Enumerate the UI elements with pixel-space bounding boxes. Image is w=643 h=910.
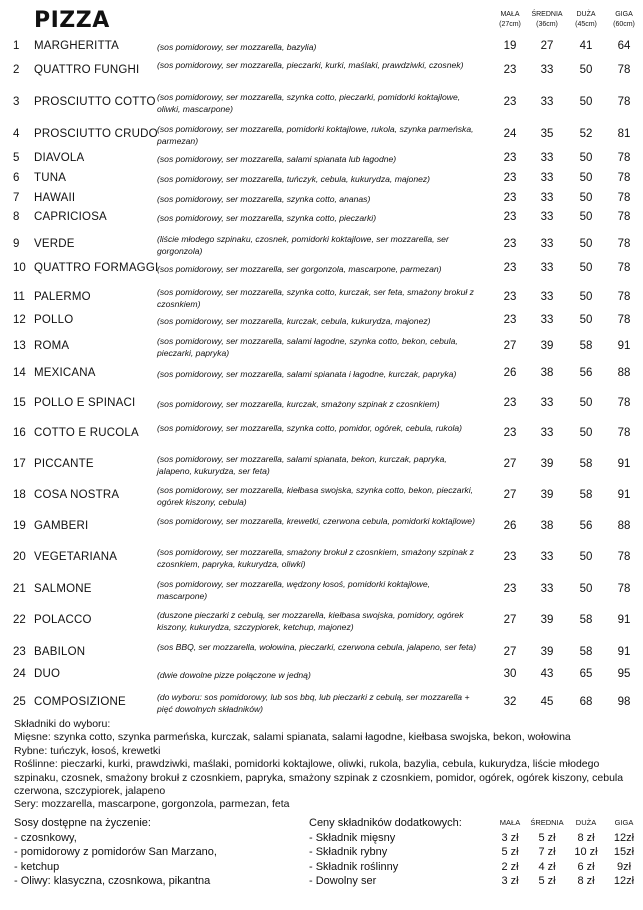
extra-price-row [493,874,643,889]
pizza-price: 26 [503,367,517,379]
pizza-price: 33 [540,551,554,563]
pizza-number: 13 [13,340,26,352]
extra-price: 2 zł [501,860,519,873]
pizza-price: 39 [540,340,554,352]
pizza-name: GAMBERI [34,520,89,532]
ingredients-group-veg [14,758,634,798]
pizza-number: 25 [13,696,26,708]
pizza-price: 50 [579,314,593,326]
pizza-name: ROMA [34,340,70,352]
pizza-price: 23 [503,211,517,223]
pizza-price: 78 [617,192,631,204]
pizza-price: 78 [617,551,631,563]
pizza-number: 20 [13,551,26,563]
pizza-price: 58 [579,646,593,658]
pizza-description: (sos pomidorowy, ser mozzarella, bazylia) [157,42,317,52]
extras-prices [493,816,643,889]
pizza-price: 27 [540,40,554,52]
pizza-number: 18 [13,489,26,501]
pizza-name: BABILON [34,646,86,658]
pizza-number: 17 [13,458,26,470]
ingredients-group-fish [14,745,634,758]
pizza-price: 58 [579,614,593,626]
pizza-price: 50 [579,397,593,409]
pizza-description: (sos pomidorowy, ser mozzarella, salami spianata, bekon, kurczak, papryka, jalapeno, kukurydza, ser feta) [157,454,447,476]
pizza-price: 23 [503,192,517,204]
pizza-price: 50 [579,192,593,204]
pizza-price: 88 [617,367,631,379]
pizza-description: (sos pomidorowy, ser mozzarella, krewetki, czerwona cebula, pomidorki koktajlowe) [157,516,475,526]
pizza-price: 50 [579,238,593,250]
pizza-description: (sos pomidorowy, ser mozzarella, wędzony łosoś, pomidorki koktajlowe, mascarpone) [157,579,431,601]
pizza-price: 23 [503,262,517,274]
extra-price: 12zł [613,875,635,888]
pizza-price: 23 [503,172,517,184]
pizza-price: 27 [503,646,517,658]
pizza-price: 33 [540,211,554,223]
ingredients-group-meat [14,731,634,744]
size-header-giga [607,10,641,30]
pizza-number: 19 [13,520,26,532]
pizza-name: COSA NOSTRA [34,489,120,501]
pizza-price: 33 [540,172,554,184]
extras-section [309,816,489,889]
pizza-number: 14 [13,367,26,379]
pizza-number: 8 [13,211,20,223]
pizza-description: (sos pomidorowy, ser mozzarella, smażony brokuł z czosnkiem, smażony szpinak z czosnkiem, papryka, kukurydza, oliwki) [157,547,474,569]
extra-price-row [493,845,643,860]
pizza-description: (sos pomidorowy, ser mozzarella, szynka cotto, pieczarki) [157,213,377,223]
pizza-number: 5 [13,152,20,164]
pizza-price: 27 [503,458,517,470]
extra-price: 12zł [613,831,635,844]
pizza-price: 50 [579,262,593,274]
size-header-large [569,10,603,30]
pizza-number: 15 [13,397,26,409]
pizza-price: 19 [503,40,517,52]
pizza-name: COMPOSIZIONE [34,696,126,708]
pizza-price: 98 [617,696,631,708]
pizza-price: 78 [617,152,631,164]
extra-price: 3 zł [501,875,519,888]
ingredients-section [14,718,634,812]
pizza-price: 38 [540,367,554,379]
pizza-price: 41 [579,40,593,52]
pizza-description: (sos pomidorowy, ser mozzarella, szynka cotto, kurczak, ser feta, smażony brokuł z czosnkiem) [157,287,474,309]
extra-price: 8 zł [577,831,595,844]
extra-price: 5 zł [538,875,556,888]
pizza-price: 78 [617,64,631,76]
pizza-number: 7 [13,192,20,204]
pizza-price: 45 [540,696,554,708]
extra-item: - Składnik roślinny [309,860,399,873]
pizza-price: 50 [579,211,593,223]
pizza-name: POLLO E SPINACI [34,397,136,409]
pizza-price: 23 [503,96,517,108]
pizza-price: 33 [540,192,554,204]
pizza-description: (sos pomidorowy, ser mozzarella, pomidorki koktajlowe, rukola, szynka parmeńska, parmezan) [157,124,474,146]
pizza-price: 78 [617,96,631,108]
group-items: tuńczyk, łosoś, krewetki [50,744,161,757]
size-name: MAŁA [500,11,520,18]
pizza-price: 23 [503,238,517,250]
pizza-name: DIAVOLA [34,152,85,164]
pizza-price: 91 [617,646,631,658]
pizza-description: (sos pomidorowy, ser mozzarella, pieczarki, kurki, maślaki, prawdziwki, czosnek) [157,60,464,70]
pizza-name: PROSCIUTTO CRUDO [34,128,158,140]
pizza-price: 32 [503,696,517,708]
pizza-price: 33 [540,291,554,303]
pizza-price: 39 [540,646,554,658]
pizza-description: (sos pomidorowy, ser mozzarella, szynka cotto, pomidor, ogórek, cebula, rukola) [157,423,463,433]
pizza-name: QUATTRO FORMAGGI [34,262,159,274]
pizza-name: TUNA [34,172,67,184]
pizza-price: 95 [617,668,631,680]
pizza-price: 91 [617,489,631,501]
pizza-price: 58 [579,340,593,352]
pizza-price: 50 [579,64,593,76]
pizza-description: (sos pomidorowy, ser mozzarella, kurczak, cebula, kukurydza, majonez) [157,316,431,326]
pizza-price: 23 [503,583,517,595]
pizza-name: VERDE [34,238,75,250]
pizza-number: 10 [13,262,26,274]
pizza-price: 23 [503,314,517,326]
pizza-price: 23 [503,397,517,409]
pizza-price: 50 [579,152,593,164]
pizza-name: POLACCO [34,614,92,626]
extra-price-row [493,831,643,846]
pizza-number: 6 [13,172,20,184]
pizza-price: 33 [540,397,554,409]
pizza-description: (duszone pieczarki z cebulą, ser mozzarella, kiełbasa swojska, pomidory, ogórek kiszony, kukurydza, szczypiorek, ketchup, majonez) [157,610,464,632]
sauces-heading: Sosy dostępne na życzenie: [14,817,151,829]
pizza-price: 30 [503,668,517,680]
pizza-price: 91 [617,340,631,352]
pizza-price: 24 [503,128,517,140]
pizza-price: 27 [503,489,517,501]
pizza-price: 38 [540,520,554,532]
pizza-price: 33 [540,583,554,595]
pizza-price: 33 [540,96,554,108]
pizza-name: MEXICANA [34,367,96,379]
pizza-number: 23 [13,646,26,658]
pizza-number: 24 [13,668,26,680]
pizza-name: PALERMO [34,291,91,303]
pizza-price: 33 [540,427,554,439]
pizza-price: 56 [579,367,593,379]
pizza-price: 35 [540,128,554,140]
pizza-price: 33 [540,314,554,326]
pizza-number: 21 [13,583,26,595]
pizza-name: POLLO [34,314,74,326]
size-dim: (36cm) [536,21,558,28]
pizza-price: 78 [617,238,631,250]
col-header: ŚREDNIA [530,818,564,827]
pizza-price: 91 [617,614,631,626]
pizza-number: 9 [13,238,20,250]
col-header: GIGA [614,818,634,827]
extra-price: 4 zł [538,860,556,873]
pizza-name: PICCANTE [34,458,94,470]
pizza-price: 39 [540,614,554,626]
pizza-name: SALMONE [34,583,92,595]
pizza-price: 23 [503,291,517,303]
pizza-number: 3 [13,96,20,108]
extra-price: 5 zł [538,831,556,844]
size-name: GIGA [615,11,633,18]
pizza-price: 78 [617,397,631,409]
pizza-name: VEGETARIANA [34,551,118,563]
pizza-price: 50 [579,551,593,563]
pizza-price: 52 [579,128,593,140]
pizza-number: 11 [13,291,25,303]
group-label: Mięsne: [14,731,51,744]
pizza-number: 12 [13,314,26,326]
pizza-name: QUATTRO FUNGHI [34,64,140,76]
extras-heading: Ceny składników dodatkowych: [309,817,462,829]
pizza-price: 58 [579,489,593,501]
pizza-number: 16 [13,427,26,439]
pizza-price: 23 [503,427,517,439]
extra-price-row [493,860,643,875]
pizza-description: (sos pomidorowy, ser mozzarella, kiełbasa swojska, szynka cotto, bekon, pieczarki, ogórek kiszony, cebula) [157,485,474,507]
size-dim: (45cm) [575,21,597,28]
pizza-description: (sos pomidorowy, ser mozzarella, tuńczyk, cebula, kukurydza, majonez) [157,174,431,184]
pizza-name: CAPRICIOSA [34,211,107,223]
extra-item: - Składnik mięsny [309,831,396,844]
group-items: szynka cotto, szynka parmeńska, kurczak, salami spianata, salami łagodne, kiełbasa swojska, bekon, wołowina [53,731,571,744]
sauces-section [14,816,284,889]
sauce-item: - ketchup [14,860,60,873]
pizza-description: (sos pomidorowy, ser mozzarella, szynka cotto, pieczarki, pomidorki koktajlowe, oliwki, mascarpone) [157,92,461,114]
pizza-price: 33 [540,64,554,76]
pizza-price: 81 [617,128,631,140]
pizza-price: 33 [540,238,554,250]
extra-price: 15zł [613,846,635,859]
pizza-description: (sos BBQ, ser mozzarella, wołowina, pieczarki, czerwona cebula, jalapeno, ser feta) [157,642,477,652]
group-label: Roślinne: [14,758,58,771]
col-header: DUŻA [575,818,597,827]
pizza-price: 50 [579,96,593,108]
pizza-description: (sos pomidorowy, ser mozzarella, ser gorgonzola, mascarpone, parmezan) [157,264,442,274]
pizza-price: 50 [579,583,593,595]
size-name: DUŻA [576,11,596,18]
extra-price: 6 zł [577,860,595,873]
size-dim: (60cm) [613,21,635,28]
pizza-name: PROSCIUTTO COTTO [34,96,156,108]
pizza-price: 26 [503,520,517,532]
pizza-price: 78 [617,172,631,184]
sauce-item: - Oliwy: klasyczna, czosnkowa, pikantna [14,875,211,888]
pizza-description: (dwie dowolne pizze połączone w jedną) [157,670,311,680]
pizza-description: (liście młodego szpinaku, czosnek, pomidorki koktajlowe, ser mozzarella, ser gorgonzola) [157,234,449,256]
pizza-number: 2 [13,64,20,76]
pizza-price: 39 [540,489,554,501]
page-title: PIZZA [34,8,110,33]
extra-price: 3 zł [501,831,519,844]
pizza-price: 50 [579,427,593,439]
pizza-price: 27 [503,614,517,626]
group-items: mozzarella, mascarpone, gorgonzola, parmezan, feta [41,798,290,811]
pizza-price: 68 [579,696,593,708]
pizza-number: 1 [13,40,20,52]
pizza-description: (sos pomidorowy, ser mozzarella, szynka cotto, ananas) [157,194,371,204]
pizza-price: 50 [579,172,593,184]
pizza-price: 91 [617,458,631,470]
pizza-description: (sos pomidorowy, ser mozzarella, salami łagodne, szynka cotto, bekon, cebula, pieczarki, papryka) [157,336,458,358]
pizza-description: (sos pomidorowy, ser mozzarella, salami spianata i łagodne, kurczak, papryka) [157,369,457,379]
pizza-price: 78 [617,262,631,274]
pizza-price: 58 [579,458,593,470]
pizza-description: (sos pomidorowy, ser mozzarella, kurczak, smażony szpinak z czosnkiem) [157,399,440,409]
pizza-price: 33 [540,262,554,274]
extra-price: 9zł [616,860,632,873]
size-dim: (27cm) [499,21,521,28]
group-label: Rybne: [14,744,48,757]
pizza-price: 78 [617,291,631,303]
pizza-description: (do wyboru: sos pomidorowy, lub sos bbq, lub pieczarki z cebulą, ser mozzarella + pięć dowolnych składników) [157,692,470,714]
pizza-name: DUO [34,668,61,680]
ingredients-group-cheese [14,798,634,811]
extra-price: 5 zł [501,846,519,859]
group-items: pieczarki, kurki, prawdziwki, maślaki, pomidorki koktajlowe, oliwki, rukola, bazylia, cebula, kukurydza, liście młodego szpinaku, czosnek, smażony brokuł z czosnkiem, papryka, smażony szpinak z czosnkiem, pomidor, ogórek, ogórek kiszony, cebula czerwona, szczypiorek, jalapeno [14,758,624,798]
size-header-medium [530,10,564,30]
group-label: Sery: [14,798,39,811]
pizza-price: 50 [579,291,593,303]
extra-item: - Składnik rybny [309,846,388,859]
extra-price: 7 zł [538,846,556,859]
ingredients-heading: Składniki do wyboru: [14,718,111,730]
pizza-name: MARGHERITTA [34,40,120,52]
sauce-item: - czosnkowy, [14,831,77,844]
pizza-number: 22 [13,614,26,626]
pizza-price: 88 [617,520,631,532]
pizza-price: 27 [503,340,517,352]
pizza-price: 78 [617,583,631,595]
pizza-price: 23 [503,551,517,563]
pizza-number: 4 [13,128,20,140]
col-header: MAŁA [499,818,521,827]
extra-item: - Dowolny ser [309,875,377,888]
pizza-price: 43 [540,668,554,680]
pizza-price: 64 [617,40,631,52]
size-name: ŚREDNIA [531,11,563,18]
sauce-item: - pomidorowy z pomidorów San Marzano, [14,846,217,859]
size-header-small [493,10,527,30]
pizza-price: 39 [540,458,554,470]
pizza-price: 78 [617,211,631,223]
pizza-price: 65 [579,668,593,680]
pizza-price: 23 [503,152,517,164]
pizza-price: 56 [579,520,593,532]
pizza-price: 78 [617,427,631,439]
pizza-price: 78 [617,314,631,326]
extra-price: 10 zł [574,846,598,859]
pizza-description: (sos pomidorowy, ser mozzarella, salami spianata lub łagodne) [157,154,397,164]
extra-price: 8 zł [577,875,595,888]
pizza-name: COTTO E RUCOLA [34,427,139,439]
pizza-name: HAWAII [34,192,76,204]
pizza-price: 33 [540,152,554,164]
extras-col-headers [493,816,643,831]
pizza-price: 23 [503,64,517,76]
